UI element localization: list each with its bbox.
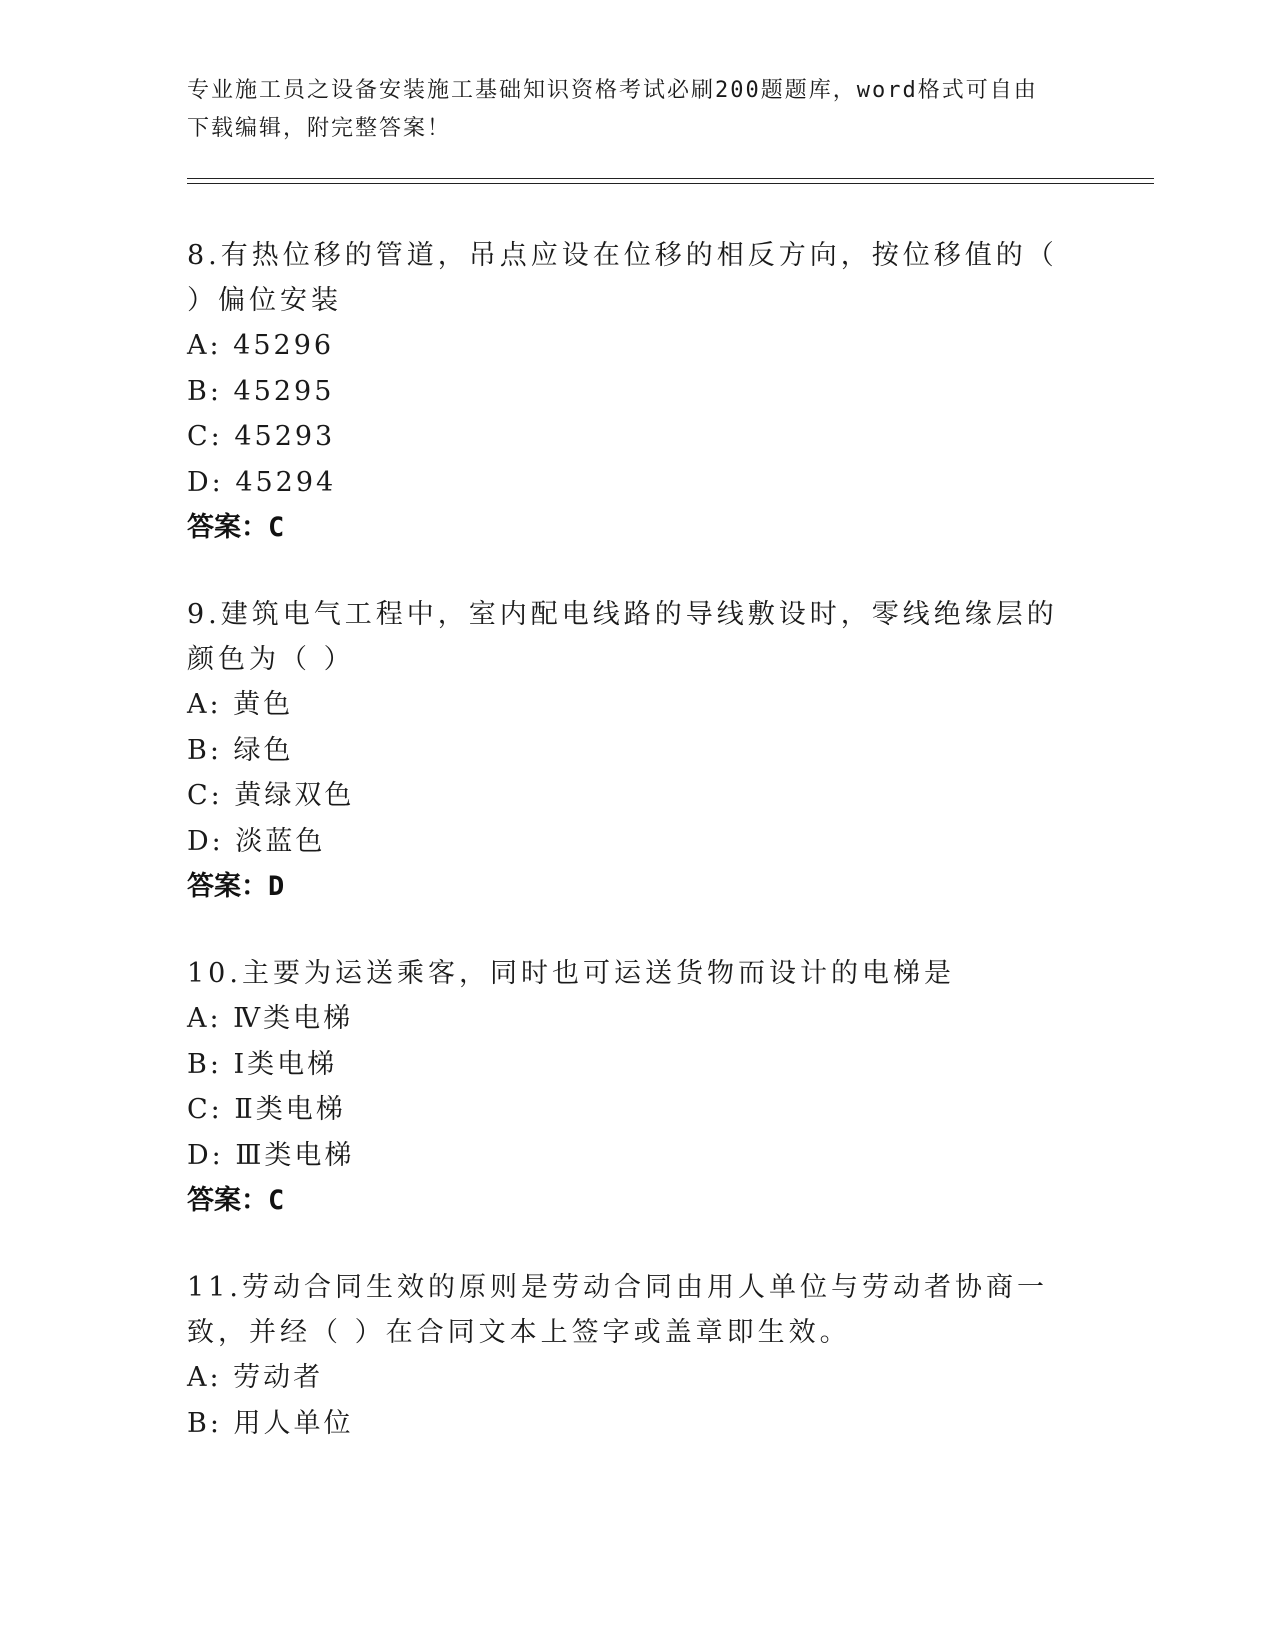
question-list <box>187 233 1087 1487</box>
option-d: D: Ⅲ类电梯 <box>187 1139 355 1171</box>
option-c: C: 45293 <box>187 421 336 452</box>
question-stem: 11.劳动合同生效的原则是劳动合同由用人单位与劳动者协商一致，并经（ ）在合同文本上签字或盖章即生效。 <box>187 1272 1048 1348</box>
option-c: C: 黄绿双色 <box>187 780 355 811</box>
option-b: B: 绿色 <box>187 734 294 766</box>
question-stem: 8.有热位移的管道，吊点应设在位移的相反方向，按位移值的（ ）偏位安装 <box>187 240 1058 316</box>
document-header <box>187 72 1087 148</box>
answer-line: 答案：D <box>187 871 285 902</box>
option-a: A: 45296 <box>187 330 335 361</box>
header-divider-bottom <box>187 183 1154 184</box>
question-10 <box>187 951 1087 1224</box>
header-line-2: 下载编辑，附完整答案！ <box>187 116 452 141</box>
question-8 <box>187 233 1087 551</box>
option-a: A: Ⅳ类电梯 <box>187 1003 354 1034</box>
question-9 <box>187 592 1087 910</box>
answer-line: 答案：C <box>187 1185 285 1216</box>
answer-line: 答案：C <box>187 512 285 543</box>
option-b: B: 用人单位 <box>187 1407 354 1439</box>
option-b: B: 45295 <box>187 375 335 407</box>
question-11 <box>187 1265 1087 1446</box>
question-stem: 10.主要为运送乘客，同时也可运送货物而设计的电梯是 <box>187 958 955 989</box>
header-line-1: 专业施工员之设备安装施工基础知识资格考试必刷200题题库，word格式可自由 <box>187 78 1038 103</box>
option-c: C: Ⅱ类电梯 <box>187 1094 346 1125</box>
option-d: D: 淡蓝色 <box>187 825 326 857</box>
option-b: B: Ⅰ类电梯 <box>187 1048 338 1080</box>
option-a: A: 黄色 <box>187 689 294 720</box>
option-d: D: 45294 <box>187 466 337 498</box>
option-a: A: 劳动者 <box>187 1362 324 1393</box>
header-divider-top <box>187 178 1154 179</box>
question-stem: 9.建筑电气工程中，室内配电线路的导线敷设时，零线绝缘层的颜色为（ ） <box>187 599 1058 675</box>
